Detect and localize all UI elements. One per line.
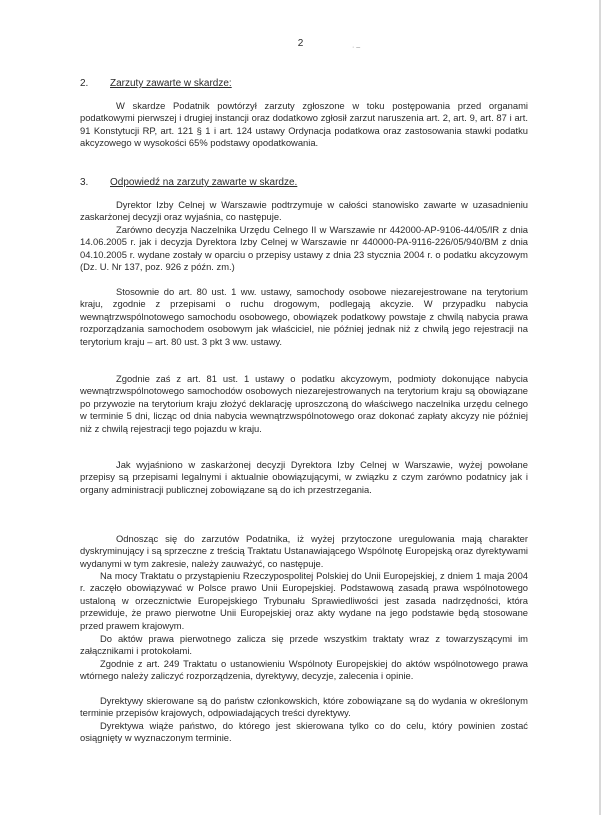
paragraph: Dyrektor Izby Celnej w Warszawie podtrzymuje w całości stanowisko zawarte w uzasadnieniu zaskarżonej decyzji oraz wyjaśnia, co następuje. [80, 199, 528, 223]
paragraph: Dyrektywy skierowane są do państw członkowskich, które zobowiązane są do wydania w określonym terminie przepisów krajowych, odpowiadających treści dyrektywy. [80, 695, 528, 719]
section-heading-2 [80, 78, 232, 89]
paragraph: W skardze Podatnik powtórzył zarzuty zgłoszone w toku postępowania przed organami podatkowymi pierwszej i drugiej instancji oraz dodatkowo zgłosił zarzut naruszenia art. 2, art. 9, art. 87 i art. 91 Konstytucji RP, art. 121 § 1 i art. 124 ustawy Ordynacja podatkowa oraz zastosowania stawki podatku akcyzowego w wysokości 65% podstawy opodatkowania. [80, 100, 528, 149]
paragraph: Zarówno decyzja Naczelnika Urzędu Celnego II w Warszawie nr 442000-AP-9106-44/05/IR z dnia 14.06.2005 r. jak i decyzja Dyrektora Izby Celnej w Warszawie nr 440000-PA-9116-226/05/940/BM z dnia 04.10.2005 r. wydane zostały w oparciu o przepisy ustawy z dnia 23 stycznia 2004 r. o podatku akcyzowym (Dz. U. Nr 137, poz. 926 z późn. zm.) [80, 224, 528, 273]
section-title: Odpowiedź na zarzuty zawarte w skardze. [110, 177, 298, 188]
section-title: Zarzuty zawarte w skardze: [110, 78, 232, 89]
paragraph: Do aktów prawa pierwotnego zalicza się przede wszystkim traktaty wraz z towarzyszącymi im załącznikami i protokołami. [80, 633, 528, 657]
section-number: 3. [80, 177, 89, 188]
paragraph: Odnosząc się do zarzutów Podatnika, iż wyżej przytoczone uregulowania mają charakter dyskryminujący i są sprzeczne z treścią Traktatu Ustanawiającego Wspólnotę Europejską oraz dyrektywami wydanymi w tym zakresie, należy zauważyć, co następuje. [80, 533, 528, 569]
paragraph: Zgodnie z art. 249 Traktatu o ustanowieniu Wspólnoty Europejskiej do aktów wspólnotowego prawa wtórnego należy zaliczyć rozporządzenia, dyrektywy, decyzje, zalecenia i opinie. [80, 658, 528, 682]
scan-speck: · – [352, 44, 361, 51]
paragraph: Jak wyjaśniono w zaskarżonej decyzji Dyrektora Izby Celnej w Warszawie, wyżej powołane przepisy są przepisami legalnymi i aktualnie obowiązującymi, w związku z czym zarówno podatnicy jak i organy administracji publicznej zobowiązane są do ich przestrzegania. [80, 459, 528, 495]
paragraph: Dyrektywa wiąże państwo, do którego jest skierowana tylko co do celu, który powinien zostać osiągnięty w wyznaczonym terminie. [80, 720, 528, 744]
section-number: 2. [80, 78, 89, 89]
paragraph: Zgodnie zaś z art. 81 ust. 1 ustawy o podatku akcyzowym, podmioty dokonujące nabycia wewnątrzwspólnotowego samochodów osobowych niezarejestrowanych na terytorium kraju są obowiązane po przywozie na terytorium kraju złożyć deklarację uproszczoną do właściwego naczelnika urzędu celnego w terminie 5 dni, licząc od dnia nabycia wewnątrzwspólnotowego oraz dokonać zapłaty akcyzy nie później niż z chwilą rejestracji tego pojazdu w kraju. [80, 373, 528, 434]
section-heading-3 [80, 177, 297, 188]
paragraph: Stosownie do art. 80 ust. 1 ww. ustawy, samochody osobowe niezarejestrowane na terytorium kraju, zgodnie z przepisami o ruchu drogowym, podlegają akcyzie. W przypadku nabycia wewnątrzwspólnotowego samochodu osobowego, obowiązek podatkowy powstaje z chwilą nabycia prawa rozporządzania samochodem osobowym jak właściciel, nie później jednak niż z chwilą jego rejestracji na terytorium kraju – art. 80 ust. 3 pkt 3 ww. ustawy. [80, 286, 528, 347]
paragraph: Na mocy Traktatu o przystąpieniu Rzeczypospolitej Polskiej do Unii Europejskiej, z dniem 1 maja 2004 r. zaczęło obowiązywać w Polsce prawo Unii Europejskiej. Podstawową zasadą prawa wspólnotowego ustaloną w orzecznictwie Europejskiego Trybunału Sprawiedliwości jest zasada nadrzędności, która przewiduje, że prawo pierwotne Unii Europejskiej oraz akty wydane na jego podstawie będą stosowane przed prawem krajowym. [80, 570, 528, 631]
page-number: 2 [297, 38, 304, 49]
